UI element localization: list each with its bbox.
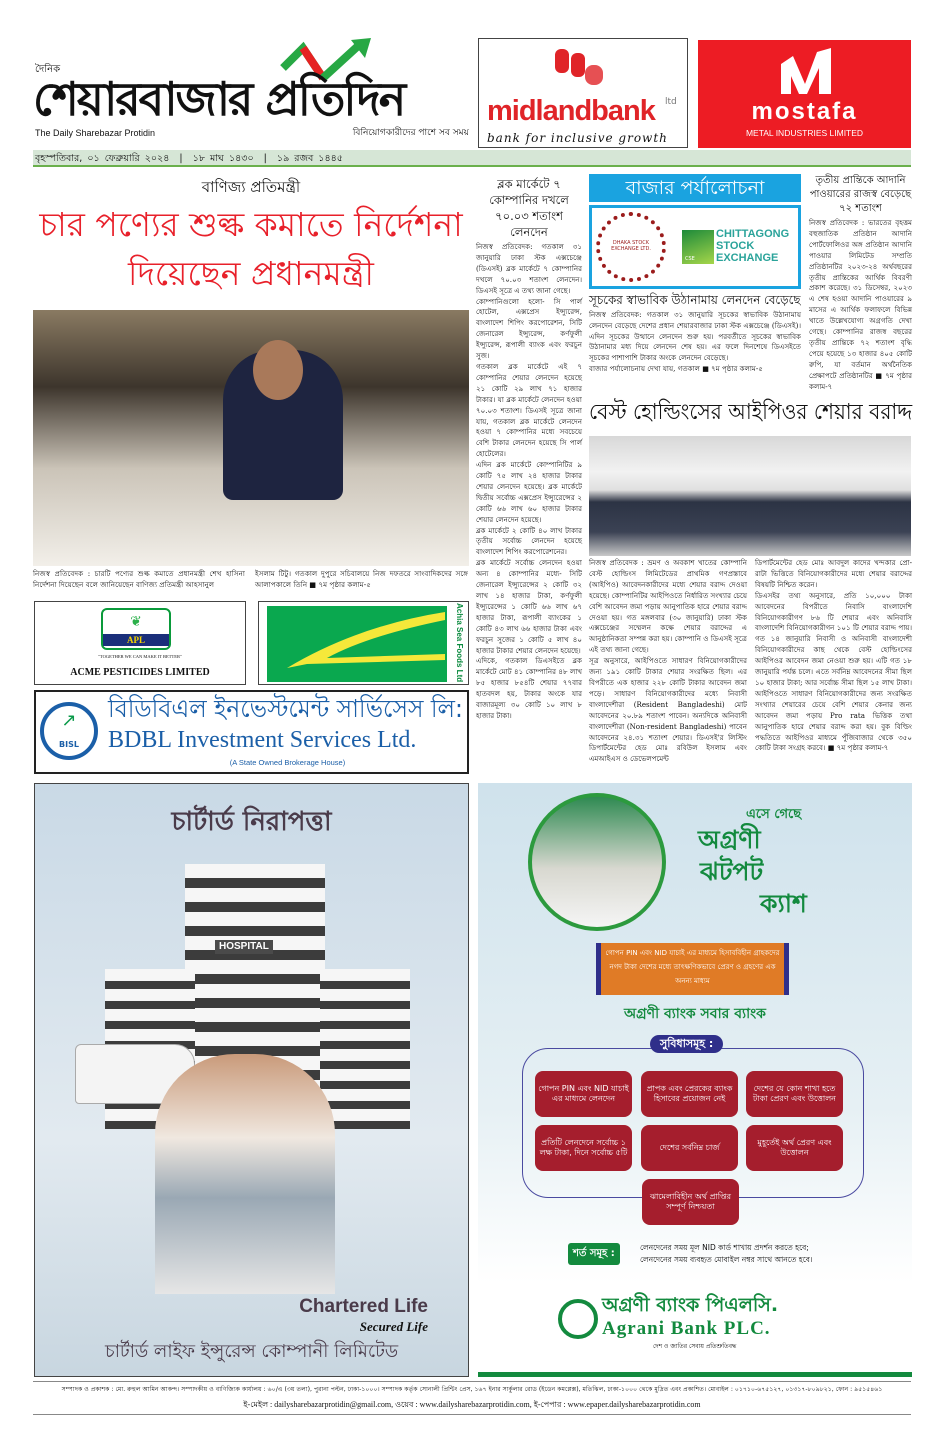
paragraph: নিজস্ব প্রতিবেদক: গতকাল ৩১ জানুয়ারি সূচকের স্বাভাবিক উঠানামায় লেনদেন বেড়েছে দেশের প্রধান শেয়ারবাজার ঢাকা স্টক এক্সচেঞ্জে (ডিএসই)। এদিন সূচকের উত্থানে লেনদেন শুরু হয়। পরবর্তীতে সূচকের স্বাভাবিক উঠানামার মধ্য দিয়ে লেনদেন শেষ হয়। এর ফলে দিনশেষে ডিএসইতে সূচকের পাশাপাশি টাকার অংকে লেনদেন বেড়েছে।	[589, 310, 801, 363]
paragraph: বাজার পর্যালোচনায় দেখা যায়, গতকাল ■ ৭ম পৃষ্ঠার কলাম-৫	[589, 363, 763, 373]
chartered-brand: Chartered Life	[299, 1296, 428, 1317]
feature-item: প্রাপক এবং প্রেরকের ব্যাংক হিসাবের প্রয়োজন নেই	[641, 1071, 738, 1117]
ad-chartered-life[interactable]	[34, 783, 469, 1377]
paragraph: ডিপার্টমেন্টের হেড মোঃ আবদুল কাদের খন্দকার প্রো-রাটা ভিত্তিতে বিনিয়োগকারীদের মধ্যে শেয়ার বরাদ্দের বিষয়টি নিশ্চিত করেন।	[755, 558, 912, 589]
lead-headline-2[interactable]: দিয়েছেন প্রধানমন্ত্রী	[128, 254, 374, 293]
masthead-prefix: দৈনিক	[35, 64, 61, 75]
agrani-bank-bangla: অগ্রণী ব্যাংক পিএলসি.	[602, 1294, 779, 1316]
cse-badge: CSE	[682, 230, 714, 264]
paragraph: কোম্পানিগুলো হলো- সি পার্ল হোটেল, এক্সপ্রেস ইন্স্যুরেন্স, বাংলাদেশ শিপিং করপোরেশন, সিটি জেনারেল ইন্স্যুরেন্স, কর্ণফুলী ইন্স্যুরেন্স, রূপালী ব্যাংক এবং ফরচুন সুজ।	[476, 296, 582, 361]
ipo-article	[589, 395, 912, 781]
masthead-title: শেয়ারবাজার প্রতিদিন	[33, 72, 405, 126]
lead-kicker: বাণিজ্য প্রতিমন্ত্রী	[201, 178, 301, 196]
footer-line-1: সম্পাদক ও প্রকাশক : মো. রুহুল আমিন আকন্দ। সম্পাদকীয় ও বাণিজ্যিক কার্যালয় : ৬০/এ (৩য় তলা), পুরানা পল্টন, ঢাকা-১০০০। সম্পাদক কর্তৃক সোনালী প্রিন্টিং প্রেস, ১৬৭ ইনার সার্কুলার রোড (ইডেন কমপ্লেক্স), মতিঝিল, ঢাকা-১০০০ থেকে মুদ্রিত এবং প্রকাশিত। মোবাইল : ০১৭১০-৬৭৫১২৭, ০১৩১৭-৮০৯৮২১, ফোন : ৯৫১৫৪৬১	[61, 1386, 883, 1393]
bdbl-sub: (A State Owned Brokerage House)	[229, 758, 346, 767]
ipo-body-col2	[755, 558, 912, 754]
apl-logo	[101, 608, 171, 650]
adani-article	[809, 174, 912, 393]
feature-item: দেশের সর্বনিম্ন চার্জ	[641, 1125, 738, 1171]
term-item: লেনদেনের সময় মূল NID কার্ড শাখায় প্রদর্শন করতে হবে;	[640, 1243, 809, 1252]
chartered-company: চার্টার্ড লাইফ ইন্সুরেন্স কোম্পানী লিমিটেড	[105, 1341, 399, 1362]
seafood-name: Achia Sea Foods Ltd	[455, 603, 464, 683]
chartered-brand-tagline: Secured Life	[359, 1319, 428, 1334]
family-photo	[155, 1054, 335, 1294]
market-review-headline[interactable]: সূচকের স্বাভাবিক উঠানামায় লেনদেন বেড়েছে	[589, 292, 801, 307]
acme-slogan: "TOGETHER WE CAN MAKE IT BETTER"	[98, 654, 182, 659]
mostafa-name: mostafa	[751, 98, 858, 125]
midland-name: midlandbank	[487, 95, 655, 127]
agrani-intro: এসে গেছে	[746, 807, 802, 822]
ad-acme-pesticides[interactable]	[34, 601, 246, 685]
ad-bdbl[interactable]	[34, 690, 469, 774]
market-review-body	[589, 310, 801, 375]
feature-item: প্রতিটি লেনদেনে সর্বোচ্চ ১ লক্ষ টাকা, দিনে সর্বোচ্চ ৫টি	[535, 1125, 632, 1171]
block-market-article	[476, 176, 582, 722]
ad-midland-bank[interactable]	[478, 38, 688, 148]
ad-agrani-bank[interactable]	[478, 783, 912, 1377]
market-review-banner: বাজার পর্যালোচনা	[589, 174, 801, 202]
bisl-logo	[40, 702, 98, 760]
terms-list	[640, 1242, 890, 1266]
adani-body: নিজস্ব প্রতিবেদক : ভারতের বৃহত্তম বহুজাতিক প্রতিষ্ঠান আদানি পোর্টফোলিওর অঙ্গ প্রতিষ্ঠান আদানি পাওয়ার লিমিটেড সম্প্রতি প্রতিষ্ঠানটির ২০২৩-২৪ অর্থবছরের তৃতীয় প্রান্তিকের আর্থিক বিবরণী প্রকাশ করেছে। ৩১ ডিসেম্বর, ২০২৩ এ শেষ হওয়া আদানি পাওয়ারের ৯ মাসের এ আর্থিক ফলাফলে বিভিন্ন খাতে উল্লেখযোগ্য অগ্রগতি দেখা গেছে। কোম্পানির রাজস্ব বছরের তৃতীয় প্রান্তিকে ৭২ শতাংশ বৃদ্ধি পেয়ে হয়েছে ১৩ হাজার ৪০৫ কোটি রুপি, যা বর্তমান অর্থনৈতিক প্রেক্ষাপটে প্রতিষ্ঠানটির ■ ৭ম পৃষ্ঠার কলাম-৭	[809, 218, 912, 391]
ipo-body-col1	[589, 558, 747, 765]
hospital-sign: HOSPITAL	[215, 940, 273, 954]
lead-caption-right: ইসলাম টিটু। গতকাল দুপুরে সচিবালয়ে নিজ দফতরে সাংবাদিকদের সঙ্গে আলাপকালে তিনি ■ ৭ম পৃষ্ঠার কলাম-৫	[255, 569, 468, 589]
paragraph: ডিএসইর তথ্য অনুসারে, প্রতি ১০,০০০ টাকা আবেদনের বিপরীতে নিবাসি বাংলাদেশি বিনিয়োগকারীগণ ৮৬ টি শেয়ার এবং অনিবাসি বাংলাদেশি বিনিয়োগকারীগন ১০১ টি শেয়ার বরাদ্দ পায়। গত ১৪ জানুয়ারি নিবাসী ও অনিবাসী বাংলাদেশী বিনিয়োগকারীদের কাছ থেকে বেস্ট হোল্ডিংসের আইপিওর আবেদন জমা নেওয়া শুরু হয়। এটি গত ১৮ জানুয়ারি পর্যন্ত চলে। এতে সর্বনিম্ন আবেদনের সীমা ছিল ১০ হাজার টাকা; আর সর্বোচ্চ সীমা ছিল ১৫ লাখ টাকা। আইপিওতে সাধারণ বিনিয়োগকারীদের জন্য সংরক্ষিত সংখ্যার শেয়ারের চেয়ে বেশি শেয়ার কেনার জন্য আবেদন জমা পড়ায় Pro rata ভিত্তিক তথা আনুপাতিক হারে শেয়ার বরাদ্দ করা হয়। বুক বিল্ডিং পদ্ধতিতে আইপিওর মাধ্যমে পুঁজিবাজার থেকে ৩৫০ কোটি টাকা সংগ্রহ করবে। ■ ৭ম পৃষ্ঠার কলাম-৭	[755, 590, 912, 753]
lead-caption-left: নিজস্ব প্রতিবেদক : চারটি পণ্যের শুল্ক কমাতে প্রধানমন্ত্রী শেখ হাসিনা নির্দেশনা দিয়েছেন বলে জানিয়েছেন বাণিজ্য প্রতিমন্ত্রী আহসানুল	[33, 569, 245, 589]
paragraph: ব্লক মার্কেটে ২ কোটি ৪০ লাখ টাকার তৃতীয় সর্বোচ্চ লেনদেন হয়েছে বাংলাদেশ শিপিং করপোরেশনের।	[476, 525, 582, 557]
paragraph: গতকাল ব্লক মার্কেটে এই ৭ কোম্পানির শেয়ার লেনদেন হয়েছে ২১ কোটি ২৯ লাখ ৭১ হাজার টাকার। যা ব্লক মার্কেটে লেনদেন হওয়া ৭০.০৩ শতাংশ। ডিএসই সূত্রে জানা যায়, গতকাল ব্লক মার্কেটে লেনদেন হওয়া ৭ কোম্পানির মধ্যে সবচেয়ে বেশি টাকার লেনদেন হয়েছে সি পার্ল হোটেলের।	[476, 361, 582, 459]
bisl-label: BISL	[59, 740, 79, 749]
paragraph: সূত্র অনুসারে, আইপিওতে সাধারণ বিনিয়োগকারীদের জন্য ১৯১ কোটি টাকার শেয়ার সংরক্ষিত ছিল। এর বিপরীতে এক হাজার ২২৮ কোটি টাকার আবেদন জমা পড়ে। সাধারণ বিনিয়োগকারীদের মধ্যে নিবাসী বাংলাদেশীরা (Resident Bangladeshi) মোট আবেদনের ২০.৮৯ শতাংশ পাবেন। অন্যদিকে অনিবাসী বাংলাদেশীরা (Non-resident Bangladeshi) পাবেন আবেদনের ২৪.৩১ শতাংশ শেয়ার। ডিএসই'র লিস্টিং ডিপার্টমেন্টের হেড মোঃ রবিউল ইসলাম এবং এমআইএস ও ডেভেলপমেন্ট	[589, 656, 747, 764]
ipo-headline[interactable]: বেস্ট হোল্ডিংসের আইপিওর শেয়ার বরাদ্দ	[589, 400, 913, 425]
agrani-product-2: ঝটপট	[700, 857, 764, 886]
wave-swoosh-icon	[267, 606, 447, 682]
terms-label: শর্ত সমূহ :	[568, 1243, 620, 1265]
exchange-logos-box	[589, 205, 801, 289]
feature-item: দেশের যে কোন শাখা হতে টাকা প্রেরণ এবং উত্তোলন	[746, 1071, 843, 1117]
mostafa-logo-icon	[773, 44, 837, 99]
ad-mostafa[interactable]	[698, 40, 911, 148]
agrani-bank-english: Agrani Bank PLC.	[602, 1318, 771, 1339]
seafood-green-panel	[267, 606, 447, 682]
block-market-body	[476, 242, 582, 722]
block-market-headline[interactable]: ব্লক মার্কেটে ৭ কোম্পানির দখলে ৭০.০৩ শতাংশ লেনদেন	[489, 177, 569, 239]
agrani-product-1: অগ্রণী	[698, 825, 761, 854]
agrani-customer-photo	[528, 793, 666, 931]
midland-suffix: ltd	[665, 97, 677, 107]
masthead-tagline: বিনিয়োগকারীদের পাশে সব সময়	[352, 128, 469, 138]
midland-logo-icon	[549, 43, 609, 93]
adani-headline[interactable]: তৃতীয় প্রান্তিকে আদানি পাওয়ারের রাজস্ব বেড়েছে ৭২ শতাংশ	[809, 175, 912, 214]
agrani-seal-icon	[558, 1299, 598, 1339]
date-bar: বৃহস্পতিবার, ০১ ফেব্রুয়ারি ২০২৪ | ১৮ মাঘ ১৪৩০ | ১৯ রজব ১৪৪৫	[33, 150, 911, 167]
date-weekday: বৃহস্পতিবার, ০১ ফেব্রুয়ারি ২০২৪	[35, 153, 170, 164]
paragraph: এদিন ব্লক মার্কেটে কোম্পানিটির ৯ কোটি ৭৫ লাখ ২৪ হাজার টাকার শেয়ার লেনদেন হয়েছে। ব্লক মার্কেটে দ্বিতীয় সর্বোচ্চ এক্সপ্রেস ইন্স্যুরেন্সের ২ কোটি ৬৬ লাখ ৬০ হাজার টাকার শেয়ার লেনদেন হয়েছে।	[476, 460, 582, 524]
bdbl-bangla: বিডিবিএল ইনভেস্টমেন্ট সার্ভিসেস লি:	[108, 694, 463, 723]
feature-item: মুহূর্তেই অর্থ প্রেরণ এবং উত্তোলন	[746, 1125, 843, 1171]
term-item: লেনদেনের সময় ব্যবহৃত মোবাইল নম্বর সাথে আনতে হবে।	[640, 1255, 813, 1264]
footer-imprint	[33, 1381, 911, 1415]
footer-line-2: ই-মেইল : dailysharebazarprotidin@gmail.com, ওয়েব : www.dailysharebazarprotidin.com, ই-পেপার : www.epaper.dailysharebazarprotidin.com	[243, 1400, 701, 1409]
midland-slogan: bank for inclusive growth	[487, 131, 668, 145]
apl-label: APL	[103, 634, 169, 646]
date-hijri: ১৯ রজব ১৪৪৫	[276, 153, 343, 164]
bdbl-english: BDBL Investment Services Ltd.	[108, 727, 417, 753]
paragraph: ব্লক মার্কেটে সর্বোচ্চ লেনদেন হওয়া অন্য ৪ কোম্পানির মধ্যে- সিটি জেনারেল ইন্স্যুরেন্সের ২ কোটি ৩২ লাখ ১৪ হাজার টাকা, কর্ণফুলী ইন্স্যুরেন্সের ১ কোটি ৬৬ লাখ ৬৭ হাজার টাকা, রূপালী ব্যাংকের ১ কোটি ৪৩ লাখ ৬৬ হাজার টাকা এবং ফরচুন সুজের ১ কোটি ৫ লাখ ৪০ হাজার টাকার শেয়ার লেনদেন হয়েছে।	[476, 558, 582, 655]
minister-head	[253, 340, 303, 400]
feature-item: ঝামেলাবিহীন অর্থ প্রাপ্তির সম্পূর্ণ নিশ্চয়তা	[642, 1179, 739, 1225]
mostafa-subtitle: METAL INDUSTRIES LIMITED	[745, 128, 864, 138]
agrani-product-3: ক্যাশ	[760, 889, 807, 918]
features-label: সুবিধাসমূহ :	[650, 1035, 723, 1053]
masthead-english: The Daily Sharebazar Protidin	[35, 128, 156, 138]
lead-headline-1[interactable]: চার পণ্যের শুল্ক কমাতে নির্দেশনা	[39, 205, 463, 244]
feature-item: গোপন PIN এবং NID যাচাই এর মাধ্যমে লেনদেন	[535, 1071, 632, 1117]
agrani-slogan: অগ্রণী ব্যাংক সবার ব্যাংক	[624, 1006, 766, 1022]
ad-achia-sea-foods[interactable]	[258, 601, 469, 685]
agrani-bank-tagline: দেশ ও জাতির সেবায় প্রতিশ্রুতিবদ্ধ	[653, 1343, 737, 1350]
paragraph: নিজস্ব প্রতিবেদক : ভ্রমণ ও অবকাশ খাতের কোম্পানি বেস্ট হোল্ডিংস লিমিটেডের প্রাথমিক গণপ্রস্তাবে (আইপিও) আবেদনকারীদের মধ্যে শেয়ার বরাদ্দ দেওয়া হয়েছে। কোম্পানিটির আইপিওতে নির্ধারিত সংখ্যার চেয়ে বেশি আবেদন জমা পড়ায় আনুপাতিক হারে শেয়ার বরাদ্দ দেওয়া হয়। গত মঙ্গলবার (৩০ জানুয়ারি) ঢাকা স্টক এক্সচেঞ্জের সম্মেলন কক্ষে শেয়ার বরাদ্দের এ আনুষ্ঠানিকতা সম্পন্ন করা হয়। কোম্পানি ও ডিএসই সূত্রে এই তথ্য জানা গেছে।	[589, 558, 747, 655]
masthead	[33, 38, 469, 143]
date-bangla: ১৮ মাঘ ১৪৩০	[192, 153, 254, 164]
cse-logo: CHITTAGONG STOCK EXCHANGE	[716, 228, 790, 264]
agrani-orange-banner: গোপন PIN এবং NID যাচাই এর মাধ্যমে হিসাববিহীন গ্রাহকদের নগদ টাকা দেশের মধ্যে তাৎক্ষণিকভাবে প্রেরণ ও গ্রহণের এক অনন্য মাধ্যম	[596, 943, 789, 995]
chartered-title: চার্টার্ড নিরাপত্তা	[171, 807, 332, 837]
dse-logo: DHAKA STOCK EXCHANGE LTD.	[596, 212, 666, 282]
leaf-icon: ❦	[130, 614, 142, 630]
bisl-arrow-icon: ↗	[61, 710, 77, 731]
acme-name: ACME PESTICIDES LIMITED	[70, 667, 210, 678]
building-right-wing	[320, 969, 410, 1129]
paragraph: এদিকে, গতকাল ডিএসইতে ব্লক মার্কেটে মোট ৪১ কোম্পানির ৪৮ লাখ ৮৫ হাজার ৮৫৪টি শেয়ার ৭৭বার হাতবদল হয়, টাকার অংকে যার বাজারমূল্য ৩০ কোটি ১০ লাখ ৮ হাজার টাকা।	[476, 656, 582, 720]
ipo-group-photo	[589, 436, 911, 556]
lead-photo	[33, 310, 469, 566]
market-review-article	[589, 291, 801, 375]
paragraph: নিজস্ব প্রতিবেদক: গতকাল ৩১ জানুয়ারি ঢাকা স্টক এক্সচেঞ্জে (ডিএসই) ব্লক মার্কেটে ৭ কোম্পানির দখলে ৭০.০৩ শতাংশ লেনদেন। ডিএসই সূত্রে এ তথ্য জানা গেছে।	[476, 242, 582, 295]
